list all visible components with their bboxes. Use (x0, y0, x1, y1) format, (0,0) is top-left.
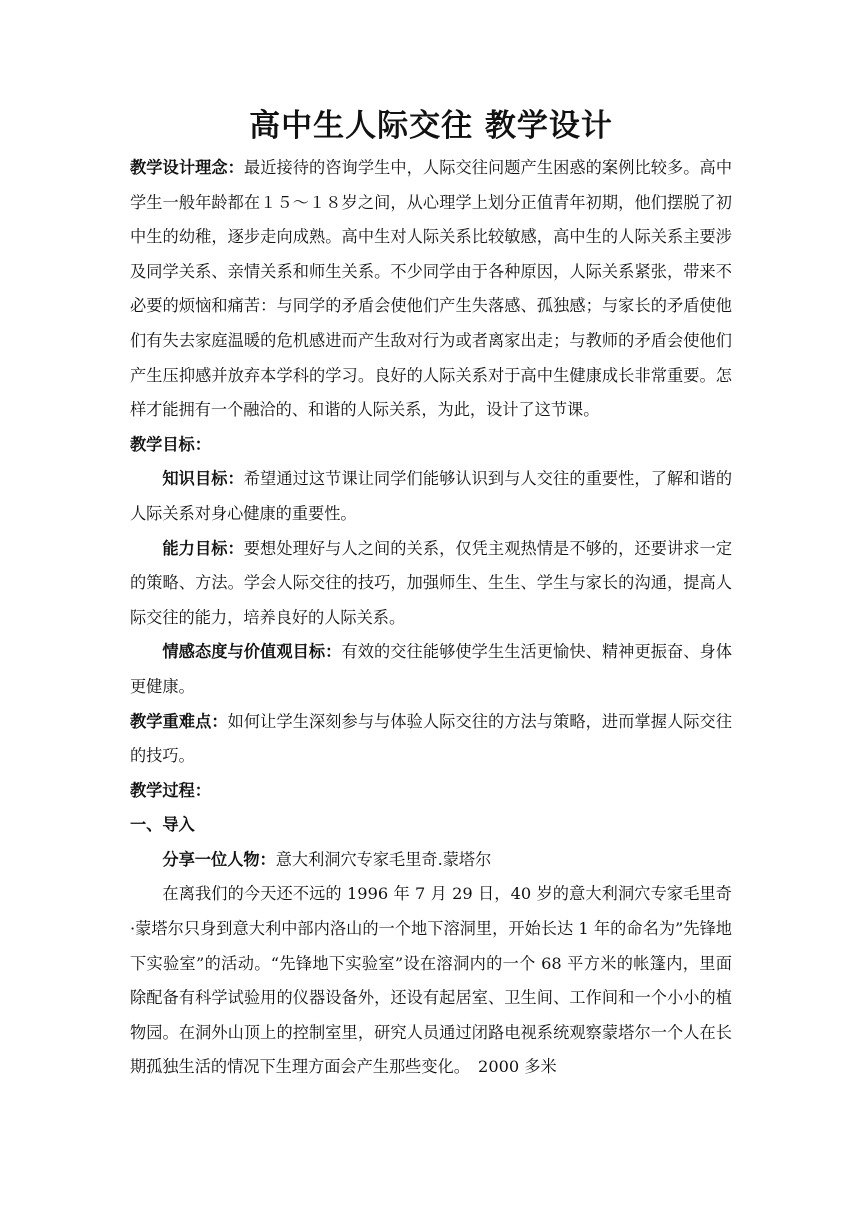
knowledge-goal-text: 希望通过这节课让同学们能够认识到与人交往的重要性，了解和谐的人际关系对身心健康的重要性。 (130, 469, 733, 523)
design-concept-text: 最近接待的咨询学生中，人际交往问题产生困惑的案例比较多。高中学生一般年龄都在１５～１８岁之间，从心理学上划分正值青年初期，他们摆脱了初中生的幼稚，逐步走向成熟。高中生对人际关系比较敏感，高中生的人际关系主要涉及同学关系、亲情关系和师生关系。不少同学由于各种原因，人际关系紧张，带来不必要的烦恼和痛苦：与同学的矛盾会使他们产生失落感、孤独感；与家长的矛盾使他们有失去家庭温暖的危机感进而产生敌对行为或者离家出走；与教师的矛盾会使他们产生压抑感并放弃本学科的学习。良好的人际关系对于高中生健康成长非常重要。怎样才能拥有一个融洽的、和谐的人际关系，为此，设计了这节课。 (130, 158, 733, 420)
teaching-goals-heading: 教学目标： (130, 434, 211, 454)
ability-goal-paragraph (130, 532, 732, 636)
story-paragraph: 在离我们的今天还不远的 1996 年 7 月 29 日，40 岁的意大利洞穴专家毛里奇·蒙塔尔只身到意大利中部内洛山的一个地下溶洞里，开始长达 1 年的命名为”先锋地下实验室”的活动。“先锋地下实验室”设在溶洞内的一个 68 平方米的帐篷内，里面除配备有科学试验用的仪器设备外，还设有起居室、卫生间、工作间和一个小小的植物园。在洞外山顶上的控制室里，研究人员通过闭路电视系统观察蒙塔尔一个人在长期孤独生活的情况下生理方面会产生那些变化。 2000 多米 (130, 884, 732, 1077)
share-person-text: 意大利洞穴专家毛里奇.蒙塔尔 (275, 849, 492, 869)
ability-goal-label: 能力目标： (162, 538, 244, 558)
knowledge-goal-label: 知识目标： (162, 469, 244, 489)
key-points-label: 教学重难点： (130, 711, 228, 731)
knowledge-goal-paragraph (130, 462, 732, 531)
emotion-goal-text: 有效的交往能够使学生生活更愉快、精神更振奋、身体更健康。 (130, 642, 733, 696)
teaching-process-heading: 教学过程： (130, 780, 211, 800)
design-concept-paragraph (130, 151, 732, 428)
design-concept-label: 教学设计理念： (130, 158, 244, 177)
share-person-paragraph (130, 843, 732, 878)
emotion-goal-paragraph (130, 635, 732, 704)
document-page (130, 103, 732, 1085)
share-person-label: 分享一位人物： (162, 849, 276, 869)
ability-goal-text: 要想处理好与人之间的关系，仅凭主观热情是不够的，还要讲求一定的策略、方法。学会人际交往的技巧，加强师生、生生、学生与家长的沟通，提高人际交往的能力，培养良好的人际关系。 (130, 538, 733, 627)
emotion-goal-label: 情感态度与价值观目标： (162, 642, 342, 662)
key-points-paragraph (130, 705, 732, 774)
section-intro-heading: 一、导入 (130, 815, 195, 835)
document-title: 高中生人际交往 教学设计 (249, 108, 613, 144)
key-points-text: 如何让学生深刻参与与体验人际交往的方法与策略，进而掌握人际交往的技巧。 (130, 711, 733, 766)
